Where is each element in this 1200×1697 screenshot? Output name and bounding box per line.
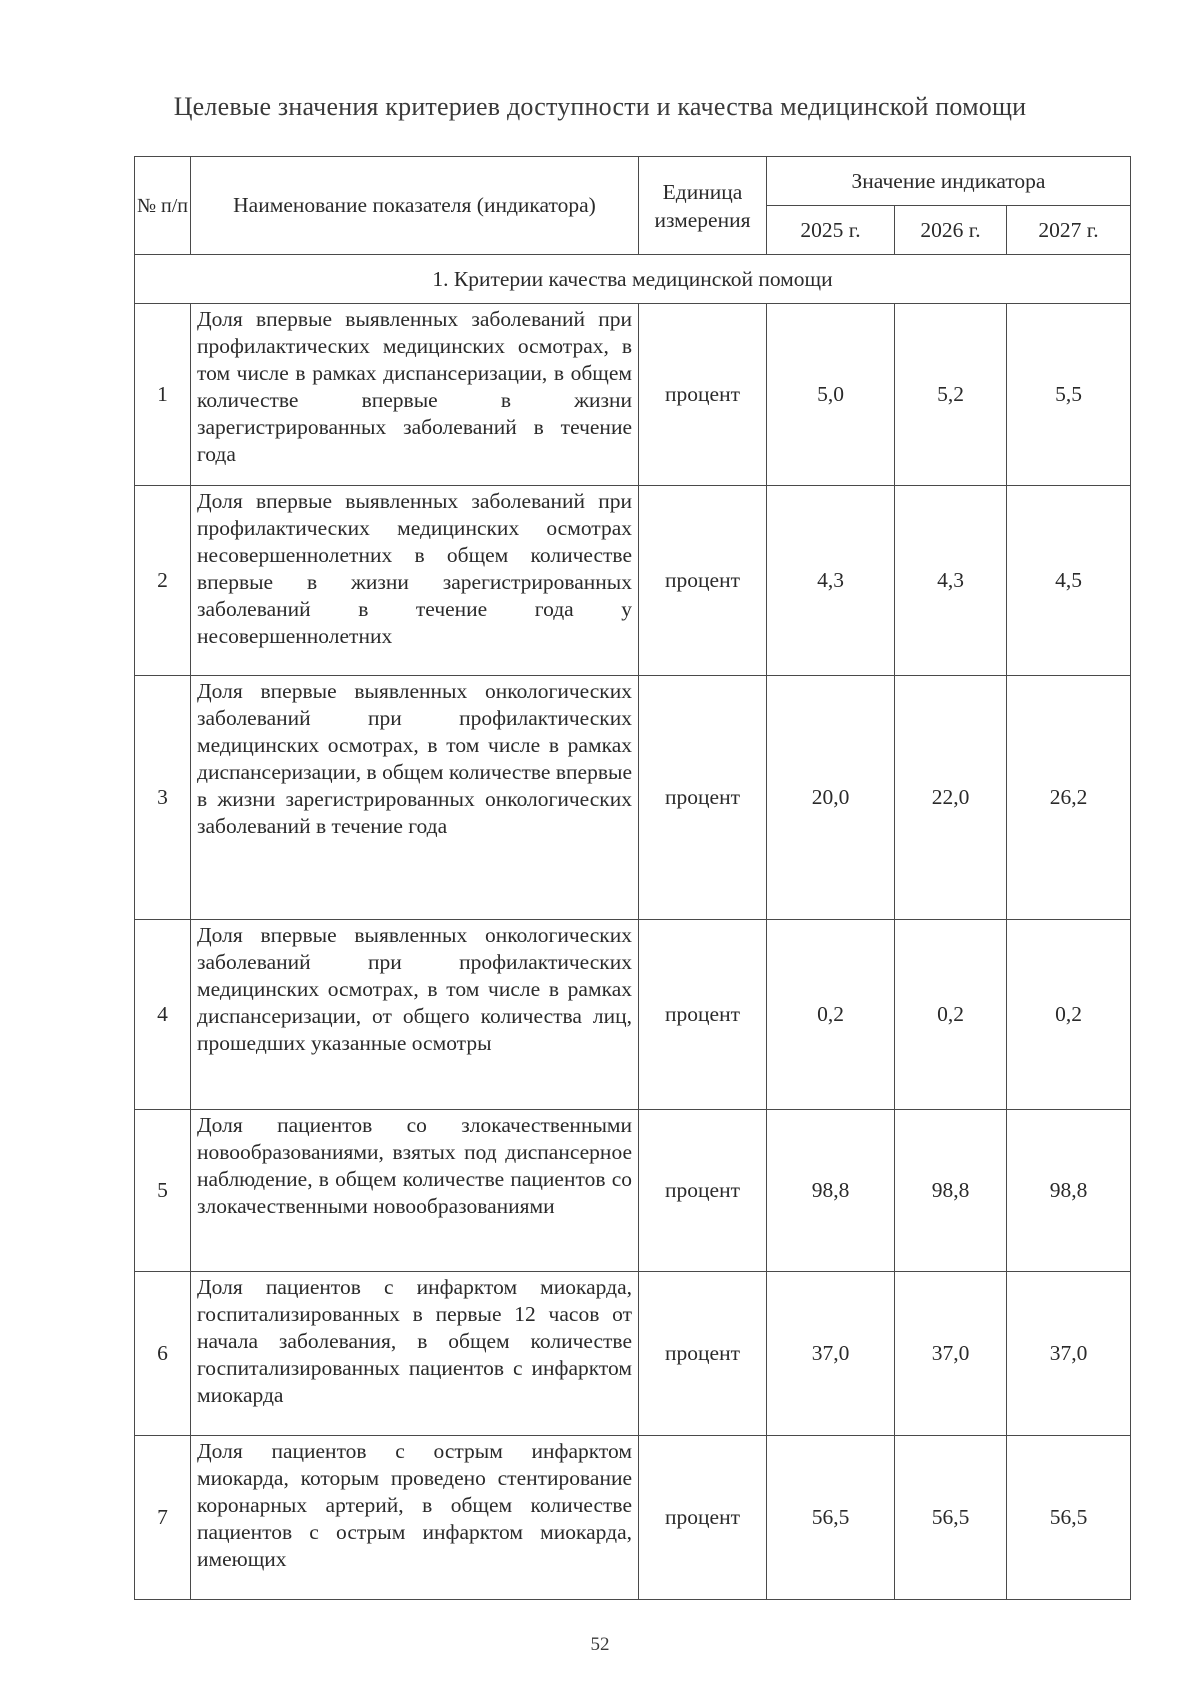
value-2026: 4,3	[895, 486, 1007, 676]
value-2026: 37,0	[895, 1272, 1007, 1436]
section-row	[135, 255, 1131, 304]
table-row	[135, 1272, 1131, 1436]
value-2027: 56,5	[1007, 1436, 1131, 1600]
value-2025: 56,5	[767, 1436, 895, 1600]
unit-cell: процент	[639, 920, 767, 1110]
value-2027: 0,2	[1007, 920, 1131, 1110]
header-year-2025: 2025 г.	[767, 206, 895, 255]
value-2025: 0,2	[767, 920, 895, 1110]
value-2026: 0,2	[895, 920, 1007, 1110]
value-2025: 4,3	[767, 486, 895, 676]
value-2027: 26,2	[1007, 676, 1131, 920]
page-title: Целевые значения критериев доступности и качества медицинской помощи	[173, 92, 1027, 121]
row-number: 4	[135, 920, 191, 1110]
value-2025: 37,0	[767, 1272, 895, 1436]
unit-cell: процент	[639, 1110, 767, 1272]
header-num	[135, 157, 191, 255]
value-2025: 5,0	[767, 304, 895, 486]
value-2026: 56,5	[895, 1436, 1007, 1600]
table-row	[135, 1110, 1131, 1272]
indicator-name: Доля впервые выявленных онкологических заболеваний при профилактических медицинских осмотрах, в том числе в рамках диспансеризации, от общего количества лиц, прошедших указанные осмотры	[191, 920, 639, 1110]
section-title: 1. Критерии качества медицинской помощи	[135, 255, 1131, 304]
indicator-name: Доля впервые выявленных онкологических заболеваний при профилактических медицинских осмотрах, в том числе в рамках диспансеризации, в общем количестве впервые в жизни зарегистрированных онкологических заболеваний в течение года	[191, 676, 639, 920]
value-2027: 4,5	[1007, 486, 1131, 676]
row-number: 5	[135, 1110, 191, 1272]
row-number: 6	[135, 1272, 191, 1436]
page-number: 52	[590, 1634, 610, 1655]
indicator-name: Доля пациентов с острым инфарктом миокарда, которым проведено стентирование коронарных артерий, в общем количестве пациентов с острым инфарктом миокарда, имеющих	[191, 1436, 639, 1600]
value-2027: 37,0	[1007, 1272, 1131, 1436]
unit-cell: процент	[639, 1272, 767, 1436]
value-2026: 98,8	[895, 1110, 1007, 1272]
indicator-name: Доля впервые выявленных заболеваний при профилактических медицинских осмотрах, в том числе в рамках диспансеризации, в общем количестве впервые в жизни зарегистрированных заболеваний в течение года	[191, 304, 639, 486]
header-year-2027: 2027 г.	[1007, 206, 1131, 255]
row-number: 7	[135, 1436, 191, 1600]
table-row	[135, 304, 1131, 486]
value-2025: 98,8	[767, 1110, 895, 1272]
header-year-2026: 2026 г.	[895, 206, 1007, 255]
table-row	[135, 486, 1131, 676]
row-number: 2	[135, 486, 191, 676]
unit-cell: процент	[639, 304, 767, 486]
indicator-name: Доля впервые выявленных заболеваний при профилактических медицинских осмотрах несовершеннолетних в общем количестве впервые в жизни зарегистрированных заболеваний в течение года у несовершеннолетних	[191, 486, 639, 676]
header-num-label: № п/п	[136, 194, 189, 217]
value-2025: 20,0	[767, 676, 895, 920]
header-value-group: Значение индикатора	[767, 157, 1131, 206]
table-row	[135, 676, 1131, 920]
criteria-table	[134, 156, 1131, 1600]
value-2026: 5,2	[895, 304, 1007, 486]
value-2027: 5,5	[1007, 304, 1131, 486]
value-2026: 22,0	[895, 676, 1007, 920]
header-unit: Единица измерения	[639, 157, 767, 255]
row-number: 1	[135, 304, 191, 486]
table-row	[135, 1436, 1131, 1600]
unit-cell: процент	[639, 486, 767, 676]
unit-cell: процент	[639, 1436, 767, 1600]
indicator-name: Доля пациентов со злокачественными новообразованиями, взятых под диспансерное наблюдение, в общем количестве пациентов со злокачественными новообразованиями	[191, 1110, 639, 1272]
header-name: Наименование показателя (индикатора)	[191, 157, 639, 255]
table-row	[135, 920, 1131, 1110]
indicator-name: Доля пациентов с инфарктом миокарда, госпитализированных в первые 12 часов от начала заболевания, в общем количестве госпитализированных пациентов с инфарктом миокарда	[191, 1272, 639, 1436]
row-number: 3	[135, 676, 191, 920]
value-2027: 98,8	[1007, 1110, 1131, 1272]
unit-cell: процент	[639, 676, 767, 920]
